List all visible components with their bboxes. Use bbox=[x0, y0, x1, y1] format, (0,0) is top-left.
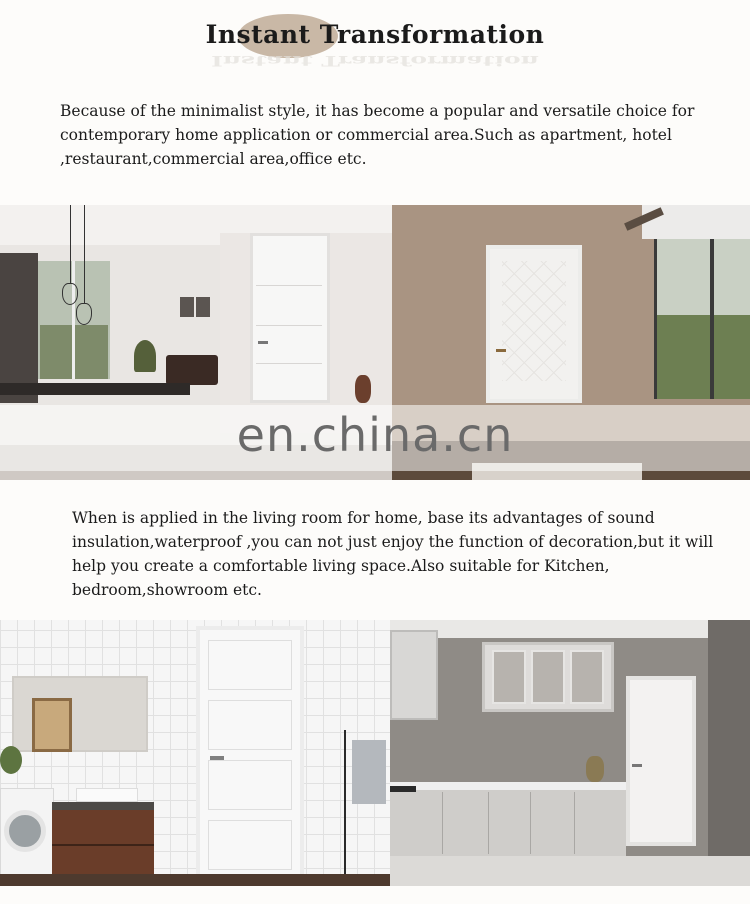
watermark-text: en.china.cn bbox=[236, 408, 514, 462]
page-title-reflection: Instant Transformation bbox=[211, 52, 539, 69]
intro-paragraph: Because of the minimalist style, it has become a popular and versatile choice for contemporary home application or commercial area.Such as apartment, hotel ,restaurant,commercial area,office etc. bbox=[60, 102, 695, 168]
page-title: Instant Transformation bbox=[205, 20, 545, 49]
bathroom-photo bbox=[0, 620, 390, 886]
title-block bbox=[0, 10, 750, 70]
photo-row-bottom bbox=[0, 620, 750, 886]
kitchen-photo bbox=[390, 620, 750, 886]
living-room-paragraph: When is applied in the living room for home, base its advantages of sound insulation,waterproof ,you can not just enjoy the function of decoration,but it will help you create a comfortable living space.Also suitable for Kitchen, bedroom,showroom etc. bbox=[72, 509, 714, 599]
kitchen-door-icon bbox=[626, 676, 696, 846]
photo-row-top bbox=[0, 205, 750, 480]
white-door-icon bbox=[250, 233, 330, 403]
